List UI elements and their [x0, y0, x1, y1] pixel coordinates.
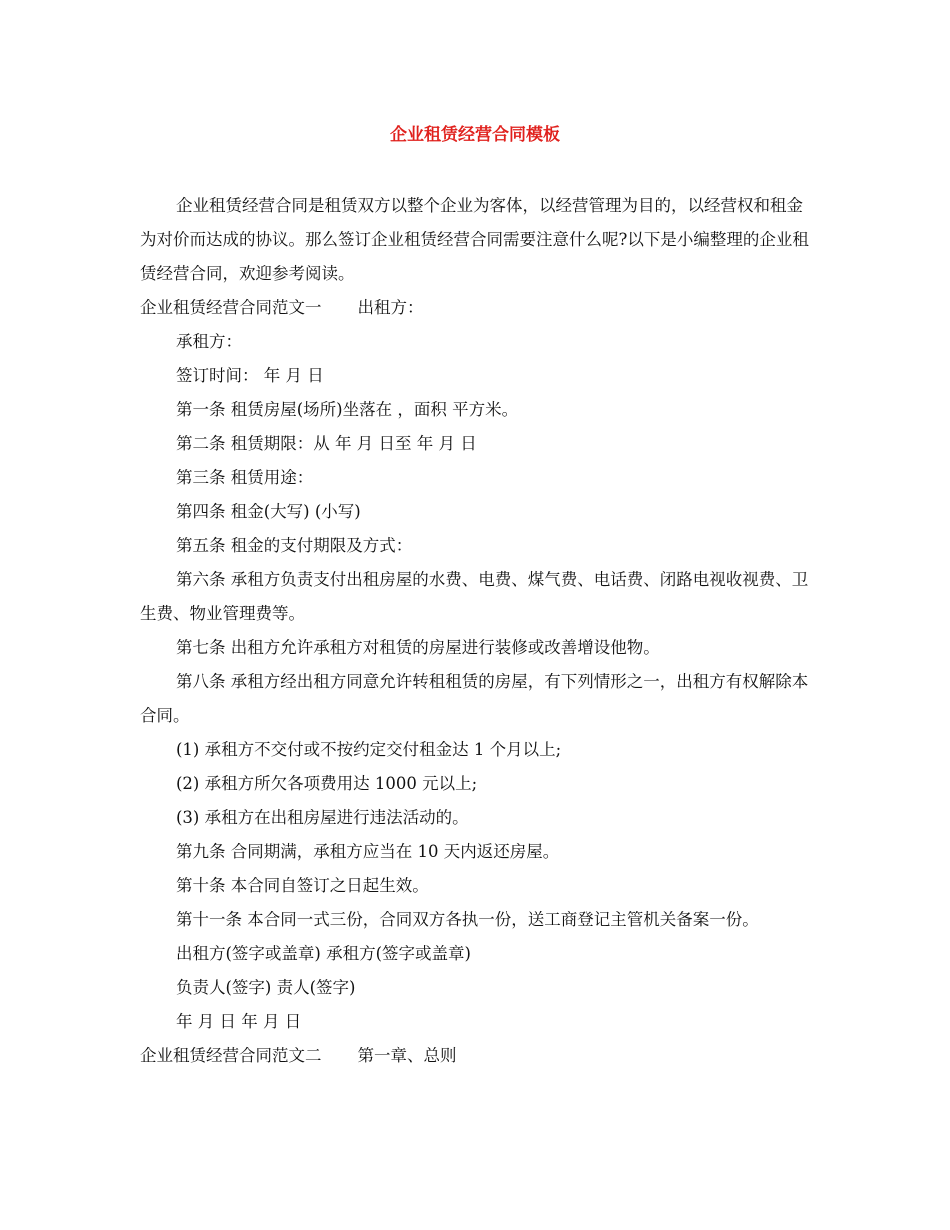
signature-representatives: 负责人(签字) 责人(签字) — [176, 978, 356, 997]
chapter-1-title: 第一章、总则 — [357, 1046, 457, 1065]
article-7: 第七条 出租方允许承租方对租赁的房屋进行装修或改善增设他物。 — [176, 638, 660, 657]
condition-2: (2) 承租方所欠各项费用达 1000 元以上; — [176, 774, 478, 793]
sample2-heading: 企业租赁经营合同范文二 — [140, 1046, 322, 1065]
signature-parties: 出租方(签字或盖章) 承租方(签字或盖章) — [176, 944, 471, 963]
article-4: 第四条 租金(大写) (小写) — [176, 502, 361, 521]
article-3: 第三条 租赁用途： — [176, 468, 314, 487]
article-10: 第十条 本合同自签订之日起生效。 — [176, 876, 429, 895]
article-11: 第十一条 本合同一式三份，合同双方各执一份，送工商登记主管机关备案一份。 — [176, 910, 759, 929]
sample2-heading-line — [140, 1039, 812, 1073]
document-body — [140, 189, 812, 1073]
article-8: 第八条 承租方经出租方同意允许转租租赁的房屋，有下列情形之一，出租方有权解除本合同。 — [140, 672, 809, 725]
condition-3: (3) 承租方在出租房屋进行违法活动的。 — [176, 808, 469, 827]
article-9: 第九条 合同期满，承租方应当在 10 天内返还房屋。 — [176, 842, 560, 861]
sample1-heading-line — [140, 291, 812, 325]
lessor-label: 出租方： — [357, 298, 424, 317]
lessee-label: 承租方： — [176, 332, 242, 351]
article-1: 第一条 租赁房屋(场所)坐落在 ，面积 平方米。 — [176, 400, 519, 419]
document-title: 企业租赁经营合同模板 — [390, 125, 560, 145]
signature-dates: 年 月 日 年 月 日 — [176, 1012, 302, 1031]
sample1-heading: 企业租赁经营合同范文一 — [140, 298, 322, 317]
signing-time: 签订时间： 年 月 日 — [176, 366, 324, 385]
condition-1: (1) 承租方不交付或不按约定交付租金达 1 个月以上; — [176, 740, 562, 759]
article-2: 第二条 租赁期限：从 年 月 日至 年 月 日 — [176, 434, 477, 453]
article-6: 第六条 承租方负责支付出租房屋的水费、电费、煤气费、电话费、闭路电视收视费、卫生费、物业管理费等。 — [140, 570, 809, 623]
article-5: 第五条 租金的支付期限及方式： — [176, 536, 413, 555]
intro-paragraph: 企业租赁经营合同是租赁双方以整个企业为客体，以经营管理为目的，以经营权和租金为对价而达成的协议。那么签订企业租赁经营合同需要注意什么呢?以下是小编整理的企业租赁经营合同，欢迎参考阅读。 — [140, 196, 809, 283]
